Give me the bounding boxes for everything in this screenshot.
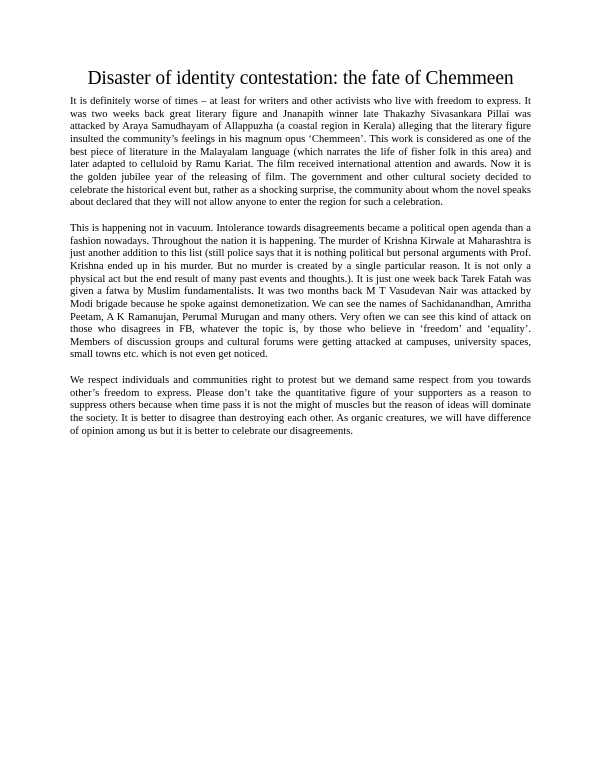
paragraph-2: This is happening not in vacuum. Intolerance towards disagreements became a political open agenda than a fashion nowadays. Throughout the nation it is happening. The murder of Krishna Kirwale at Maharashtra is just another addition to this list (still police says that it is nothing political but personal arguments with Prof. Krishna ended up in his murder. But no murder is created by a single particular reason. It is not only a physical act but the end result of many past events and thoughts.). It is just one week back Tarek Fatah was given a fatwa by Muslim fundamentalists. It was two months back M T Vasudevan Nair was attacked by Modi brigade because he spoke against demonetization. We can see the names of Sachidanandhan, Amritha Peetam, A K Ramanujan, Perumal Murugan and many others. Very often we can see this kind of attack on those who disagrees in FB, whatever the topic is, by those who believe in ‘freedom’ and ‘equality’. Members of discussion groups and cultural forums were getting attacked at campuses, university spaces, small towns etc. which is not even get noticed.: [70, 222, 531, 361]
document-title: Disaster of identity contestation: the fate of Chemmeen: [87, 68, 514, 89]
document-page: [70, 68, 531, 451]
paragraph-3: We respect individuals and communities right to protest but we demand same respect from you towards other’s freedom to express. Please don’t take the quantitative figure of your supporters as a reason to suppress others because when time pass it is not the might of muscles but the reason of ideas will dominate the society. It is better to disagree than destroying each other. As organic creatures, we will have difference of opinion among us but it is better to celebrate our disagreements.: [70, 375, 531, 437]
paragraph-1: It is definitely worse of times – at least for writers and other activists who live with freedom to express. It was two weeks back great literary figure and Jnanapith winner late Thakazhy Sivasankara Pillai was attacked by Araya Samudhayam of Allappuzha (a coastal region in Kerala) alleging that the literary figure insulted the community’s feelings in his magnum opus ‘Chemmeen’. This work is considered as one of the best piece of literature in the Malayalam language (which narrates the life of fisher folk in this area) and later adapted to celluloid by Ramu Kariat. The film received international attention and awards. Now it is the golden jubilee year of the releasing of film. The government and other cultural society decided to celebrate the historical event but, rather as a shocking surprise, the community about whom the novel speaks about declared that they will not allow anyone to enter the region for such a celebration.: [70, 96, 531, 209]
